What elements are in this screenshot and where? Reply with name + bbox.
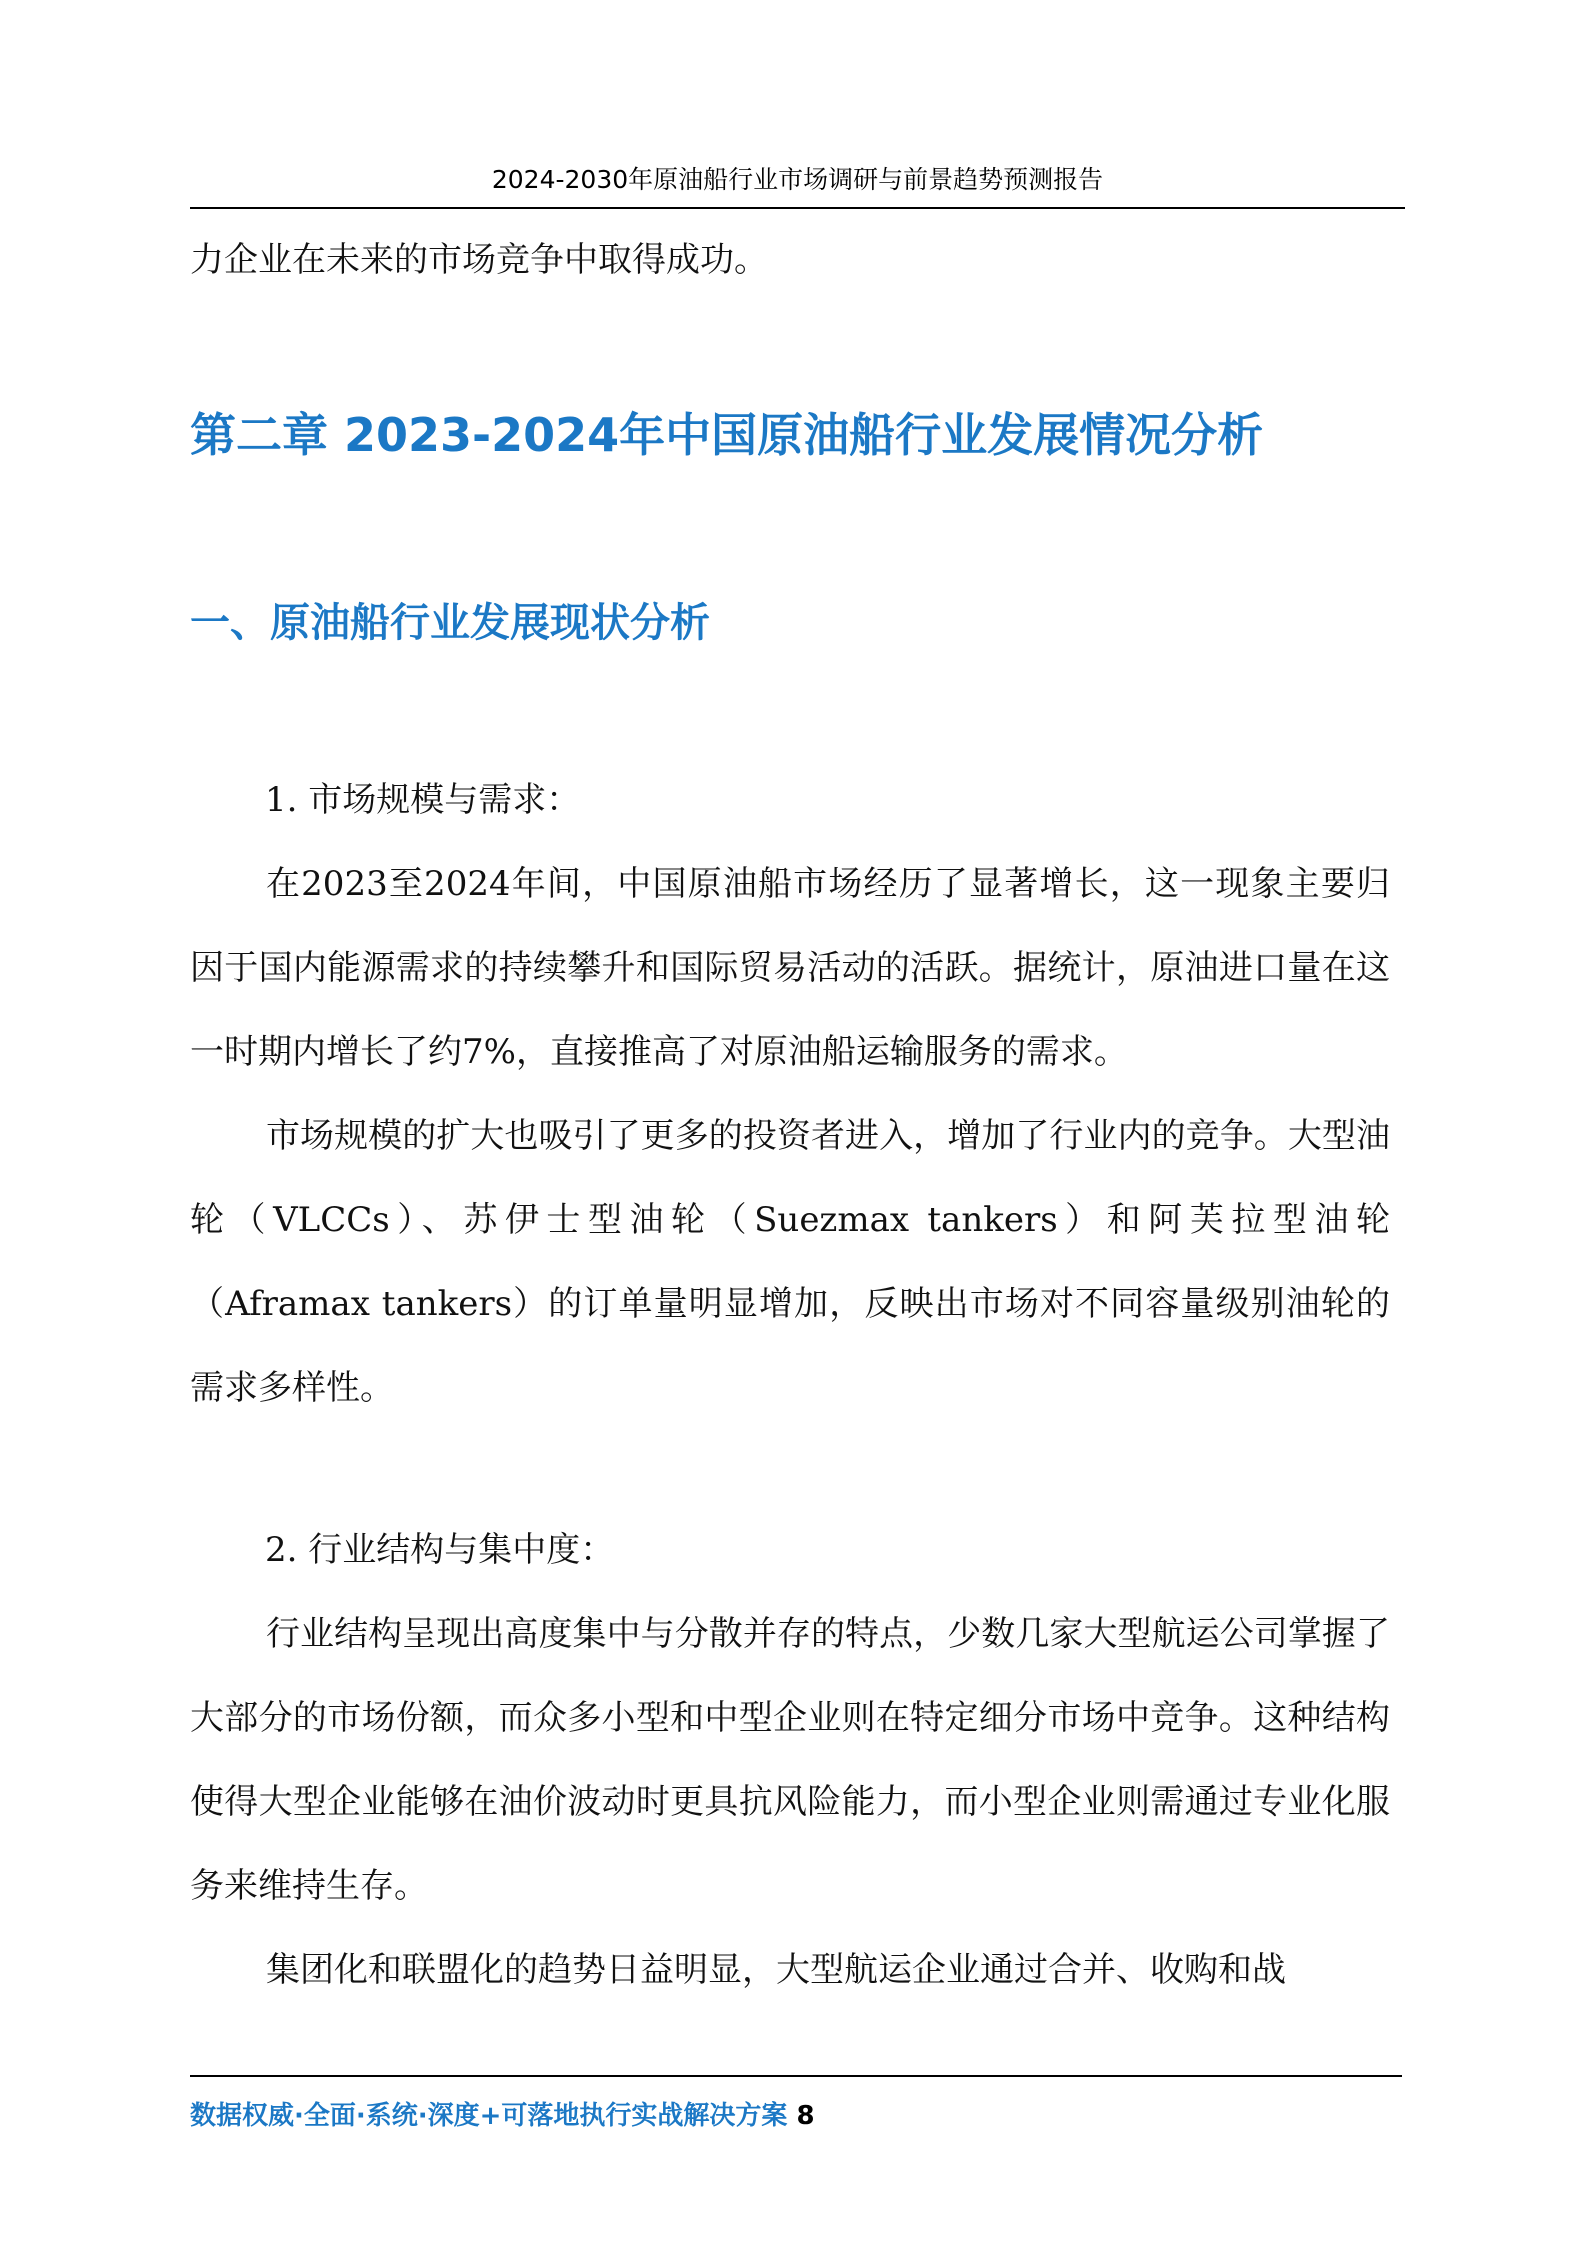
subsection-heading-1: 1. 市场规模与需求： [265, 780, 581, 820]
paragraph: 集团化和联盟化的趋势日益明显，大型航运企业通过合并、收购和战 [266, 1950, 1286, 1990]
intro-line: 力企业在未来的市场竞争中取得成功。 [190, 240, 768, 280]
running-header: 2024-2030年原油船行业市场调研与前景趋势预测报告 [491, 165, 1104, 194]
section-title: 一、原油船行业发展现状分析 [190, 600, 710, 646]
paragraph: 行业结构呈现出高度集中与分散并存的特点，少数几家大型航运公司掌握了大部分的市场份额，而众多小型和中型企业则在特定细分市场中竞争。这种结构使得大型企业能够在油价波动时更具抗风险能力，而小型企业则需通过专业化服务来维持生存。 [190, 1614, 1390, 1906]
footer-tagline: 数据权威·全面·系统·深度+可落地执行实战解决方案 [190, 2101, 788, 2131]
header-divider [190, 207, 1405, 209]
footer [190, 2098, 1402, 2134]
paragraph: 在2023至2024年间，中国原油船市场经历了显著增长，这一现象主要归因于国内能源需求的持续攀升和国际贸易活动的活跃。据统计，原油进口量在这一时期内增长了约7%，直接推高了对原油船运输服务的需求。 [190, 864, 1390, 1072]
footer-divider [190, 2075, 1402, 2077]
chapter-title: 第二章 2023-2024年中国原油船行业发展情况分析 [190, 408, 1264, 462]
paragraph: 市场规模的扩大也吸引了更多的投资者进入，增加了行业内的竞争。大型油轮（VLCCs）、苏伊士型油轮（Suezmax tankers）和阿芙拉型油轮（Aframax tankers）的订单量明显增加，反映出市场对不同容量级别油轮的需求多样性。 [190, 1116, 1390, 1408]
page-number: 8 [796, 2101, 815, 2131]
subsection-heading-2: 2. 行业结构与集中度： [265, 1530, 615, 1570]
